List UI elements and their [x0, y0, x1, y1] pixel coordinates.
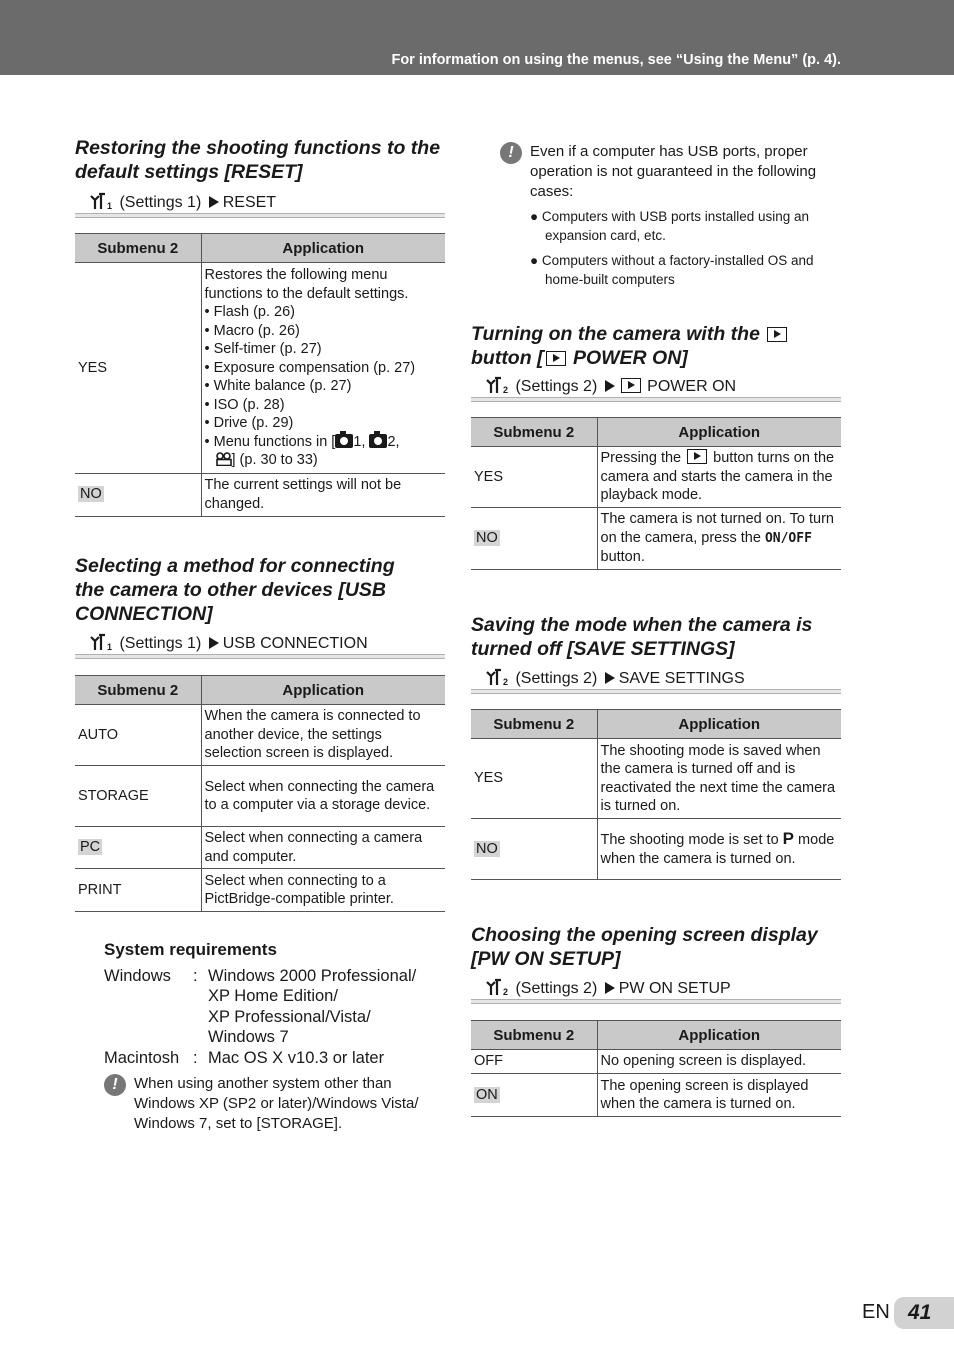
header-application: Application: [597, 710, 841, 739]
save-path: [471, 668, 841, 690]
option-no: [471, 819, 597, 880]
option-no-description: The current settings will not be changed.: [201, 473, 445, 516]
svg-text:2: 2: [503, 677, 509, 686]
reset-title: Restoring the shooting functions to the default settings [RESET]: [75, 137, 441, 183]
windows-line: Windows 7: [208, 1028, 289, 1046]
usb-path: [75, 633, 445, 655]
mac-label: Macintosh: [104, 1048, 180, 1067]
colon: :: [193, 966, 198, 985]
option-storage: STORAGE: [75, 766, 201, 827]
list-item: • Macro (p. 26): [205, 322, 443, 341]
path-label: (Settings 2): [515, 378, 598, 395]
settings-2-icon: [485, 978, 511, 996]
pwon-path: [471, 978, 841, 1000]
option-no-label: NO: [476, 840, 498, 857]
table-row: [75, 705, 445, 766]
caution-icon: !: [104, 1074, 126, 1096]
no-text: button.: [600, 549, 645, 565]
usb-warning-bullet: [530, 252, 845, 289]
mac-value: Mac OS X v10.3 or later: [208, 1048, 385, 1067]
table-row: [471, 739, 841, 819]
path-target: USB CONNECTION: [222, 635, 368, 652]
caution-icon: !: [500, 142, 522, 164]
system-requirements: [104, 940, 449, 1068]
mac-row: [104, 1048, 449, 1069]
bullet-text: Computers with USB ports installed using an expansion card, etc.: [541, 209, 810, 243]
table-row: [75, 473, 445, 516]
windows-row: [104, 966, 449, 1048]
header-application: Application: [597, 1021, 841, 1050]
windows-label: Windows: [104, 966, 171, 985]
option-print: PRINT: [75, 869, 201, 912]
power-table: [471, 417, 841, 570]
path-label: (Settings 2): [515, 980, 598, 997]
playback-icon: [687, 449, 707, 464]
option-yes: YES: [471, 739, 597, 819]
settings-1-icon: [89, 192, 115, 210]
option-no: [471, 508, 597, 570]
system-requirements-heading: System requirements: [104, 940, 277, 959]
arrow-right-icon: [605, 982, 615, 994]
bullet: ●: [530, 209, 542, 224]
path-target: SAVE SETTINGS: [618, 670, 745, 687]
path-rule: [75, 213, 445, 218]
yes-text: Pressing the: [600, 450, 682, 467]
path-label: (Settings 1): [119, 635, 202, 652]
reset-item-list: [205, 303, 443, 470]
option-off: OFF: [471, 1050, 597, 1074]
path-rule: [75, 654, 445, 659]
option-yes-description: [201, 263, 445, 474]
yes-intro: Restores the following menu functions to the default settings.: [204, 267, 409, 302]
power-title: [471, 322, 843, 370]
option-storage-description: Select when connecting the camera to a computer via a storage device.: [201, 766, 445, 827]
yes-text: button turns on the camera and starts the camera in the playback mode.: [600, 450, 835, 504]
option-no-label: NO: [476, 530, 498, 546]
power-title-part: button [: [471, 347, 544, 369]
option-pc: [75, 827, 201, 869]
no-text: mode when the camera is turned on.: [600, 832, 835, 867]
page-number: 41: [894, 1297, 954, 1329]
table-row: [471, 447, 841, 508]
option-auto: AUTO: [75, 705, 201, 766]
table-row: [75, 869, 445, 912]
svg-text:2: 2: [503, 385, 509, 394]
colon: :: [193, 1048, 198, 1067]
sysreq-warning-text: When using another system other than Windows XP (SP2 or later)/Windows Vista/ Windows 7, set to [STORAGE].: [134, 1075, 419, 1132]
power-path: [471, 376, 841, 398]
usb-title: Selecting a method for connecting the camera to other devices [USB CONNECTION]: [75, 555, 395, 625]
playback-icon: [767, 327, 787, 342]
sysreq-warning: [104, 1074, 449, 1134]
list-item: [205, 433, 443, 470]
windows-value: [208, 966, 416, 1048]
list-item: • Drive (p. 29): [205, 414, 443, 433]
table-row: [471, 1050, 841, 1074]
bullet-text: Computers without a factory-installed OS and home-built computers: [541, 253, 814, 287]
list-item: • ISO (p. 28): [205, 396, 443, 415]
list-item: • White balance (p. 27): [205, 377, 443, 396]
option-on-description: The opening screen is displayed when the camera is turned on.: [597, 1074, 841, 1117]
table-row: [471, 508, 841, 570]
camera-icon: [369, 434, 387, 448]
menu-item-1: 1,: [353, 433, 366, 450]
path-target: PW ON SETUP: [618, 980, 731, 997]
svg-text:1: 1: [107, 201, 113, 210]
no-text: The camera is not turned on. To turn on the camera, press the: [600, 511, 834, 546]
option-on: [471, 1074, 597, 1117]
windows-line: XP Home Edition/: [208, 987, 338, 1005]
path-target: RESET: [222, 194, 277, 211]
option-yes-description: [597, 447, 841, 508]
usb-table: [75, 675, 445, 912]
arrow-right-icon: [209, 637, 219, 649]
bullet: ●: [530, 253, 542, 268]
settings-2-icon: [485, 668, 511, 686]
table-row: [75, 827, 445, 869]
header-submenu2: Submenu 2: [471, 1021, 597, 1050]
option-pc-label: PC: [80, 839, 101, 856]
camera-icon: [335, 434, 353, 448]
movie-icon: [216, 452, 232, 466]
pwon-table: [471, 1020, 841, 1117]
reset-table: [75, 233, 445, 517]
table-row: [75, 263, 445, 474]
power-title-part: Turning on the camera with the: [471, 323, 760, 345]
save-title: Saving the mode when the camera is turned off [SAVE SETTINGS]: [471, 614, 813, 660]
menu-item-post: ] (p. 30 to 33): [231, 452, 318, 468]
on-off-button-label: ON/OFF: [764, 530, 812, 546]
power-title-part: POWER ON]: [572, 347, 688, 369]
top-banner: [0, 0, 954, 75]
path-target: POWER ON: [647, 378, 737, 395]
option-yes: YES: [471, 447, 597, 508]
settings-1-icon: [89, 633, 115, 651]
menu-reference-note: For information on using the menus, see “Using the Menu” (p. 4).: [391, 52, 841, 68]
windows-line: XP Professional/Vista/: [208, 1007, 371, 1026]
option-yes-description: The shooting mode is saved when the camera is turned off and is reactivated the next time the camera is turned on.: [597, 739, 841, 819]
svg-text:1: 1: [107, 642, 113, 651]
usb-warning-bullet: [530, 208, 845, 245]
arrow-right-icon: [605, 672, 615, 684]
arrow-right-icon: [209, 196, 219, 208]
header-application: Application: [201, 676, 445, 705]
program-mode-label: P: [782, 829, 795, 848]
header-application: Application: [201, 234, 445, 263]
playback-icon: [546, 351, 566, 366]
option-no-description: [597, 819, 841, 880]
option-print-description: Select when connecting to a PictBridge-compatible printer.: [201, 869, 445, 912]
svg-text:2: 2: [503, 987, 509, 996]
save-table: [471, 709, 841, 880]
option-auto-description: When the camera is connected to another device, the settings selection screen is displayed.: [201, 705, 445, 766]
list-item: • Flash (p. 26): [205, 303, 443, 322]
header-submenu2: Submenu 2: [75, 234, 201, 263]
option-no: [75, 473, 201, 516]
header-submenu2: Submenu 2: [471, 710, 597, 739]
playback-icon: [621, 378, 641, 393]
option-yes: YES: [75, 263, 201, 474]
table-row: [471, 1074, 841, 1117]
arrow-right-icon: [605, 380, 615, 392]
list-item: • Exposure compensation (p. 27): [205, 359, 443, 378]
list-item: • Self-timer (p. 27): [205, 340, 443, 359]
option-pc-description: Select when connecting a camera and computer.: [201, 827, 445, 869]
table-row: [471, 819, 841, 880]
language-label: EN: [862, 1301, 890, 1323]
option-on-label: ON: [476, 1086, 498, 1103]
path-label: (Settings 2): [515, 670, 598, 687]
reset-path: [75, 192, 445, 214]
header-submenu2: Submenu 2: [471, 418, 597, 447]
header-application: Application: [597, 418, 841, 447]
header-submenu2: Submenu 2: [75, 676, 201, 705]
table-row: [75, 766, 445, 827]
option-no-label: NO: [80, 486, 102, 503]
path-label: (Settings 1): [119, 194, 202, 211]
pwon-title: Choosing the opening screen display [PW ON SETUP]: [471, 924, 818, 970]
menu-item-pre: Menu functions in [: [213, 433, 336, 450]
option-off-description: No opening screen is displayed.: [597, 1050, 841, 1074]
path-rule: [471, 689, 841, 694]
usb-warning-text: Even if a computer has USB ports, proper operation is not guaranteed in the following cases:: [530, 143, 817, 200]
no-text: The shooting mode is set to: [600, 832, 779, 848]
windows-line: Windows 2000 Professional/: [208, 966, 417, 985]
option-no-description: [597, 508, 841, 570]
path-rule: [471, 397, 841, 402]
settings-2-icon: [485, 376, 511, 394]
usb-warning: [500, 142, 845, 289]
path-rule: [471, 999, 841, 1004]
menu-item-2: 2,: [387, 433, 400, 450]
